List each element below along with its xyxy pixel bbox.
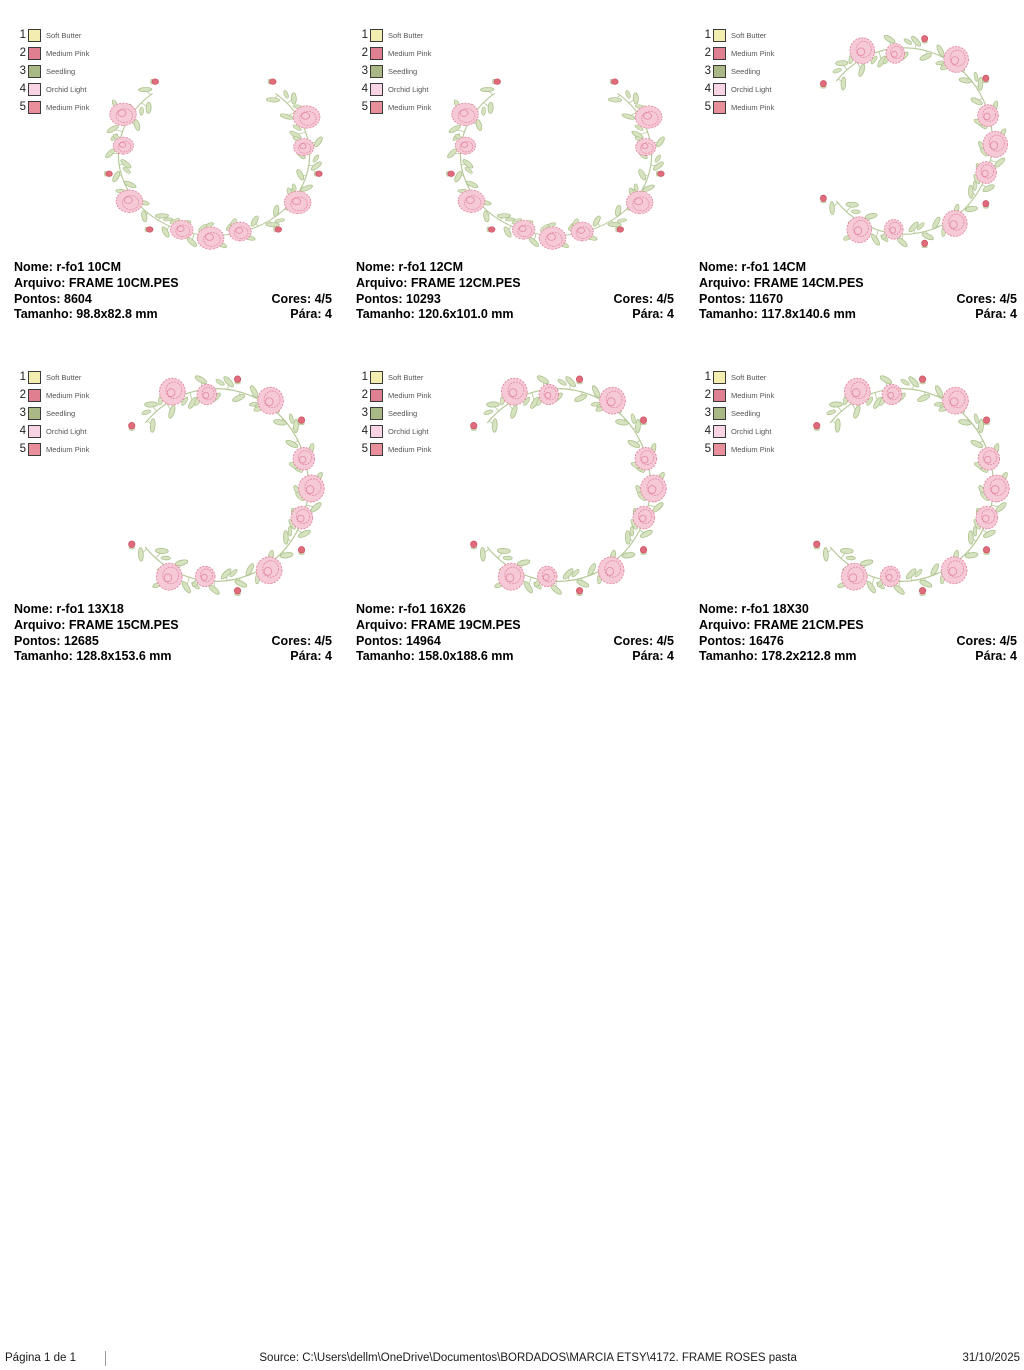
cores-value: 4/5 bbox=[999, 633, 1017, 648]
tamanho-label: Tamanho: bbox=[14, 649, 73, 664]
para-label: Pára: bbox=[632, 649, 664, 664]
wreath-graphic bbox=[94, 54, 334, 256]
color-swatch bbox=[28, 47, 41, 60]
color-swatch bbox=[370, 389, 383, 402]
tamanho-value: 120.6x101.0 mm bbox=[418, 307, 514, 322]
arquivo-line bbox=[14, 276, 332, 292]
tamanho-value: 178.2x212.8 mm bbox=[761, 649, 857, 664]
pontos-cores-line bbox=[14, 634, 332, 650]
thread-color-name: Medium Pink bbox=[46, 390, 90, 400]
design-card bbox=[352, 362, 682, 674]
thread-color-name: Seedling bbox=[388, 408, 418, 418]
legend-row bbox=[14, 422, 89, 440]
arquivo-value: FRAME 12CM.PES bbox=[410, 275, 521, 290]
color-swatch bbox=[28, 83, 41, 96]
thread-color-name: Orchid Light bbox=[46, 84, 87, 94]
thread-number: 1 bbox=[361, 370, 368, 383]
thread-color-name: Medium Pink bbox=[731, 102, 775, 112]
nome-label: Nome: bbox=[699, 602, 738, 616]
legend-row bbox=[356, 26, 431, 44]
legend-row bbox=[699, 44, 774, 62]
para-value: 4 bbox=[1010, 649, 1017, 664]
tamanho-para-line bbox=[356, 649, 674, 665]
nome-label: Nome: bbox=[356, 602, 395, 616]
thread-number: 5 bbox=[704, 442, 711, 455]
wreath-graphic bbox=[436, 54, 676, 256]
cores-label: Cores: bbox=[613, 633, 654, 648]
cores-value: 4/5 bbox=[999, 291, 1017, 306]
thread-color-name: Orchid Light bbox=[731, 426, 772, 436]
color-swatch bbox=[28, 389, 41, 402]
color-legend bbox=[14, 26, 89, 116]
color-swatch bbox=[28, 425, 41, 438]
pontos-cores-line bbox=[356, 292, 674, 308]
thread-color-name: Medium Pink bbox=[388, 48, 432, 58]
nome-line bbox=[356, 602, 674, 618]
legend-row bbox=[699, 404, 774, 422]
text-cursor-mark bbox=[105, 1351, 106, 1366]
tamanho-para-line bbox=[699, 649, 1017, 665]
nome-value: r-fo1 13X18 bbox=[56, 602, 124, 616]
pontos-value: 14964 bbox=[406, 633, 441, 648]
legend-row bbox=[699, 62, 774, 80]
legend-row bbox=[356, 80, 431, 98]
para-label: Pára: bbox=[975, 307, 1007, 322]
pontos-cores-line bbox=[699, 292, 1017, 308]
legend-row bbox=[356, 404, 431, 422]
thread-number: 2 bbox=[19, 388, 26, 401]
arquivo-value: FRAME 14CM.PES bbox=[753, 275, 864, 290]
wreath-graphic bbox=[785, 364, 1017, 606]
legend-row bbox=[14, 440, 89, 458]
design-info bbox=[356, 260, 674, 323]
thread-number: 2 bbox=[361, 46, 368, 59]
legend-row bbox=[699, 386, 774, 404]
design-card bbox=[10, 362, 340, 674]
cores-label: Cores: bbox=[956, 291, 997, 306]
legend-row bbox=[699, 422, 774, 440]
color-swatch bbox=[713, 389, 726, 402]
tamanho-para-line bbox=[356, 307, 674, 323]
para-label: Pára: bbox=[290, 307, 322, 322]
wreath-graphic bbox=[442, 364, 674, 606]
thread-color-name: Soft Butter bbox=[388, 30, 424, 40]
thread-color-name: Medium Pink bbox=[46, 444, 90, 454]
legend-row bbox=[699, 98, 774, 116]
color-legend bbox=[699, 26, 774, 116]
thread-color-name: Medium Pink bbox=[388, 444, 432, 454]
design-info bbox=[14, 602, 332, 665]
pontos-label: Pontos: bbox=[356, 633, 403, 648]
legend-row bbox=[14, 44, 89, 62]
thread-number: 3 bbox=[361, 64, 368, 77]
thread-color-name: Medium Pink bbox=[46, 48, 90, 58]
nome-line bbox=[14, 602, 332, 618]
design-info bbox=[699, 260, 1017, 323]
legend-row bbox=[356, 98, 431, 116]
tamanho-value: 158.0x188.6 mm bbox=[418, 649, 514, 664]
pontos-value: 10293 bbox=[406, 291, 441, 306]
tamanho-label: Tamanho: bbox=[699, 307, 758, 322]
thread-number: 5 bbox=[361, 442, 368, 455]
pontos-label: Pontos: bbox=[14, 633, 61, 648]
thread-color-name: Seedling bbox=[46, 66, 76, 76]
arquivo-line bbox=[356, 618, 674, 634]
thread-number: 4 bbox=[19, 424, 26, 437]
thread-color-name: Medium Pink bbox=[388, 390, 432, 400]
color-legend bbox=[356, 26, 431, 116]
thread-color-name: Soft Butter bbox=[46, 372, 82, 382]
cores-value: 4/5 bbox=[314, 633, 332, 648]
color-swatch bbox=[713, 371, 726, 384]
color-legend bbox=[699, 368, 774, 458]
pontos-label: Pontos: bbox=[356, 291, 403, 306]
thread-number: 3 bbox=[19, 64, 26, 77]
nome-label: Nome: bbox=[14, 260, 53, 274]
color-swatch bbox=[370, 443, 383, 456]
arquivo-line bbox=[14, 618, 332, 634]
thread-number: 2 bbox=[19, 46, 26, 59]
color-swatch bbox=[713, 425, 726, 438]
nome-value: r-fo1 10CM bbox=[56, 260, 121, 274]
design-info bbox=[356, 602, 674, 665]
thread-color-name: Seedling bbox=[388, 66, 418, 76]
color-swatch bbox=[713, 407, 726, 420]
design-info bbox=[699, 602, 1017, 665]
arquivo-label: Arquivo: bbox=[356, 617, 408, 632]
thread-number: 3 bbox=[704, 406, 711, 419]
legend-row bbox=[14, 386, 89, 404]
arquivo-value: FRAME 10CM.PES bbox=[68, 275, 179, 290]
arquivo-label: Arquivo: bbox=[356, 275, 408, 290]
wreath-graphic bbox=[793, 24, 1015, 258]
tamanho-para-line bbox=[699, 307, 1017, 323]
thread-number: 1 bbox=[704, 28, 711, 41]
color-legend bbox=[356, 368, 431, 458]
thread-color-name: Medium Pink bbox=[731, 390, 775, 400]
color-swatch bbox=[370, 83, 383, 96]
color-swatch bbox=[713, 47, 726, 60]
para-label: Pára: bbox=[632, 307, 664, 322]
legend-row bbox=[699, 26, 774, 44]
pontos-cores-line bbox=[356, 634, 674, 650]
nome-line bbox=[699, 602, 1017, 618]
arquivo-line bbox=[699, 618, 1017, 634]
cores-value: 4/5 bbox=[314, 291, 332, 306]
tamanho-value: 117.8x140.6 mm bbox=[761, 307, 856, 322]
arquivo-value: FRAME 21CM.PES bbox=[753, 617, 864, 632]
thread-number: 4 bbox=[704, 82, 711, 95]
nome-line bbox=[14, 260, 332, 276]
color-swatch bbox=[28, 371, 41, 384]
legend-row bbox=[356, 440, 431, 458]
thread-color-name: Orchid Light bbox=[388, 426, 429, 436]
tamanho-label: Tamanho: bbox=[699, 649, 758, 664]
arquivo-label: Arquivo: bbox=[14, 617, 66, 632]
thread-number: 5 bbox=[361, 100, 368, 113]
thread-color-name: Medium Pink bbox=[731, 444, 775, 454]
thread-color-name: Seedling bbox=[731, 408, 761, 418]
legend-row bbox=[14, 80, 89, 98]
thread-number: 4 bbox=[19, 82, 26, 95]
para-label: Pára: bbox=[975, 649, 1007, 664]
color-swatch bbox=[370, 29, 383, 42]
thread-number: 1 bbox=[19, 370, 26, 383]
legend-row bbox=[356, 368, 431, 386]
source-path: Source: C:\Users\dellm\OneDrive\Documentos\BORDADOS\MARCIA ETSY\4172. FRAME ROSES pasta bbox=[259, 1352, 797, 1364]
legend-row bbox=[14, 404, 89, 422]
thread-number: 2 bbox=[704, 388, 711, 401]
color-swatch bbox=[28, 407, 41, 420]
wreath-graphic bbox=[100, 364, 332, 606]
para-value: 4 bbox=[667, 307, 674, 322]
thread-number: 5 bbox=[19, 442, 26, 455]
arquivo-label: Arquivo: bbox=[699, 275, 751, 290]
nome-line bbox=[356, 260, 674, 276]
para-value: 4 bbox=[667, 649, 674, 664]
design-card bbox=[10, 20, 340, 332]
thread-color-name: Seedling bbox=[46, 408, 76, 418]
color-swatch bbox=[713, 101, 726, 114]
design-info bbox=[14, 260, 332, 323]
color-legend bbox=[14, 368, 89, 458]
cores-value: 4/5 bbox=[656, 633, 674, 648]
nome-label: Nome: bbox=[14, 602, 53, 616]
cores-label: Cores: bbox=[956, 633, 997, 648]
arquivo-line bbox=[356, 276, 674, 292]
pontos-value: 16476 bbox=[749, 633, 784, 648]
color-swatch bbox=[370, 407, 383, 420]
para-value: 4 bbox=[325, 649, 332, 664]
legend-row bbox=[14, 368, 89, 386]
color-swatch bbox=[713, 65, 726, 78]
thread-number: 5 bbox=[19, 100, 26, 113]
para-value: 4 bbox=[325, 307, 332, 322]
thread-color-name: Soft Butter bbox=[388, 372, 424, 382]
thread-color-name: Orchid Light bbox=[46, 426, 87, 436]
thread-number: 1 bbox=[704, 370, 711, 383]
thread-color-name: Medium Pink bbox=[731, 48, 775, 58]
color-swatch bbox=[370, 101, 383, 114]
date: 31/10/2025 bbox=[962, 1352, 1020, 1364]
thread-color-name: Seedling bbox=[731, 66, 761, 76]
nome-label: Nome: bbox=[699, 260, 738, 274]
design-card bbox=[352, 20, 682, 332]
thread-color-name: Soft Butter bbox=[46, 30, 82, 40]
thread-color-name: Orchid Light bbox=[388, 84, 429, 94]
legend-row bbox=[14, 98, 89, 116]
color-swatch bbox=[370, 371, 383, 384]
color-swatch bbox=[713, 29, 726, 42]
color-swatch bbox=[28, 443, 41, 456]
pontos-label: Pontos: bbox=[699, 633, 746, 648]
color-swatch bbox=[370, 65, 383, 78]
legend-row bbox=[699, 440, 774, 458]
arquivo-value: FRAME 15CM.PES bbox=[68, 617, 179, 632]
pontos-value: 11670 bbox=[749, 291, 784, 306]
thread-number: 2 bbox=[361, 388, 368, 401]
para-label: Pára: bbox=[290, 649, 322, 664]
thread-color-name: Orchid Light bbox=[731, 84, 772, 94]
cores-label: Cores: bbox=[271, 633, 312, 648]
color-swatch bbox=[28, 65, 41, 78]
thread-number: 4 bbox=[704, 424, 711, 437]
thread-color-name: Soft Butter bbox=[731, 30, 767, 40]
legend-row bbox=[356, 386, 431, 404]
thread-color-name: Medium Pink bbox=[388, 102, 432, 112]
color-swatch bbox=[713, 83, 726, 96]
thread-color-name: Medium Pink bbox=[46, 102, 90, 112]
thread-color-name: Soft Butter bbox=[731, 372, 767, 382]
tamanho-label: Tamanho: bbox=[356, 649, 415, 664]
pontos-cores-line bbox=[14, 292, 332, 308]
thread-number: 3 bbox=[19, 406, 26, 419]
nome-value: r-fo1 16X26 bbox=[398, 602, 466, 616]
color-swatch bbox=[370, 47, 383, 60]
color-swatch bbox=[713, 443, 726, 456]
arquivo-label: Arquivo: bbox=[14, 275, 66, 290]
arquivo-label: Arquivo: bbox=[699, 617, 751, 632]
thread-number: 1 bbox=[361, 28, 368, 41]
nome-label: Nome: bbox=[356, 260, 395, 274]
thread-number: 4 bbox=[361, 424, 368, 437]
thread-number: 1 bbox=[19, 28, 26, 41]
thread-number: 3 bbox=[361, 406, 368, 419]
tamanho-value: 128.8x153.6 mm bbox=[76, 649, 172, 664]
nome-line bbox=[699, 260, 1017, 276]
pontos-cores-line bbox=[699, 634, 1017, 650]
thread-number: 2 bbox=[704, 46, 711, 59]
design-card bbox=[695, 362, 1024, 674]
cores-value: 4/5 bbox=[656, 291, 674, 306]
tamanho-para-line bbox=[14, 307, 332, 323]
color-swatch bbox=[28, 101, 41, 114]
page-number: Página 1 de 1 bbox=[5, 1352, 76, 1364]
pontos-value: 12685 bbox=[64, 633, 99, 648]
thread-number: 5 bbox=[704, 100, 711, 113]
design-card bbox=[695, 20, 1024, 332]
thread-number: 4 bbox=[361, 82, 368, 95]
legend-row bbox=[356, 62, 431, 80]
legend-row bbox=[356, 44, 431, 62]
tamanho-label: Tamanho: bbox=[14, 307, 73, 322]
nome-value: r-fo1 12CM bbox=[398, 260, 463, 274]
nome-value: r-fo1 18X30 bbox=[741, 602, 809, 616]
thread-number: 3 bbox=[704, 64, 711, 77]
legend-row bbox=[699, 368, 774, 386]
legend-row bbox=[356, 422, 431, 440]
pontos-label: Pontos: bbox=[14, 291, 61, 306]
tamanho-value: 98.8x82.8 mm bbox=[76, 307, 158, 322]
tamanho-para-line bbox=[14, 649, 332, 665]
legend-row bbox=[14, 62, 89, 80]
color-swatch bbox=[370, 425, 383, 438]
legend-row bbox=[699, 80, 774, 98]
color-swatch bbox=[28, 29, 41, 42]
cores-label: Cores: bbox=[613, 291, 654, 306]
cores-label: Cores: bbox=[271, 291, 312, 306]
tamanho-label: Tamanho: bbox=[356, 307, 415, 322]
nome-value: r-fo1 14CM bbox=[741, 260, 806, 274]
para-value: 4 bbox=[1010, 307, 1017, 322]
pontos-label: Pontos: bbox=[699, 291, 746, 306]
pontos-value: 8604 bbox=[64, 291, 92, 306]
arquivo-value: FRAME 19CM.PES bbox=[410, 617, 521, 632]
arquivo-line bbox=[699, 276, 1017, 292]
legend-row bbox=[14, 26, 89, 44]
